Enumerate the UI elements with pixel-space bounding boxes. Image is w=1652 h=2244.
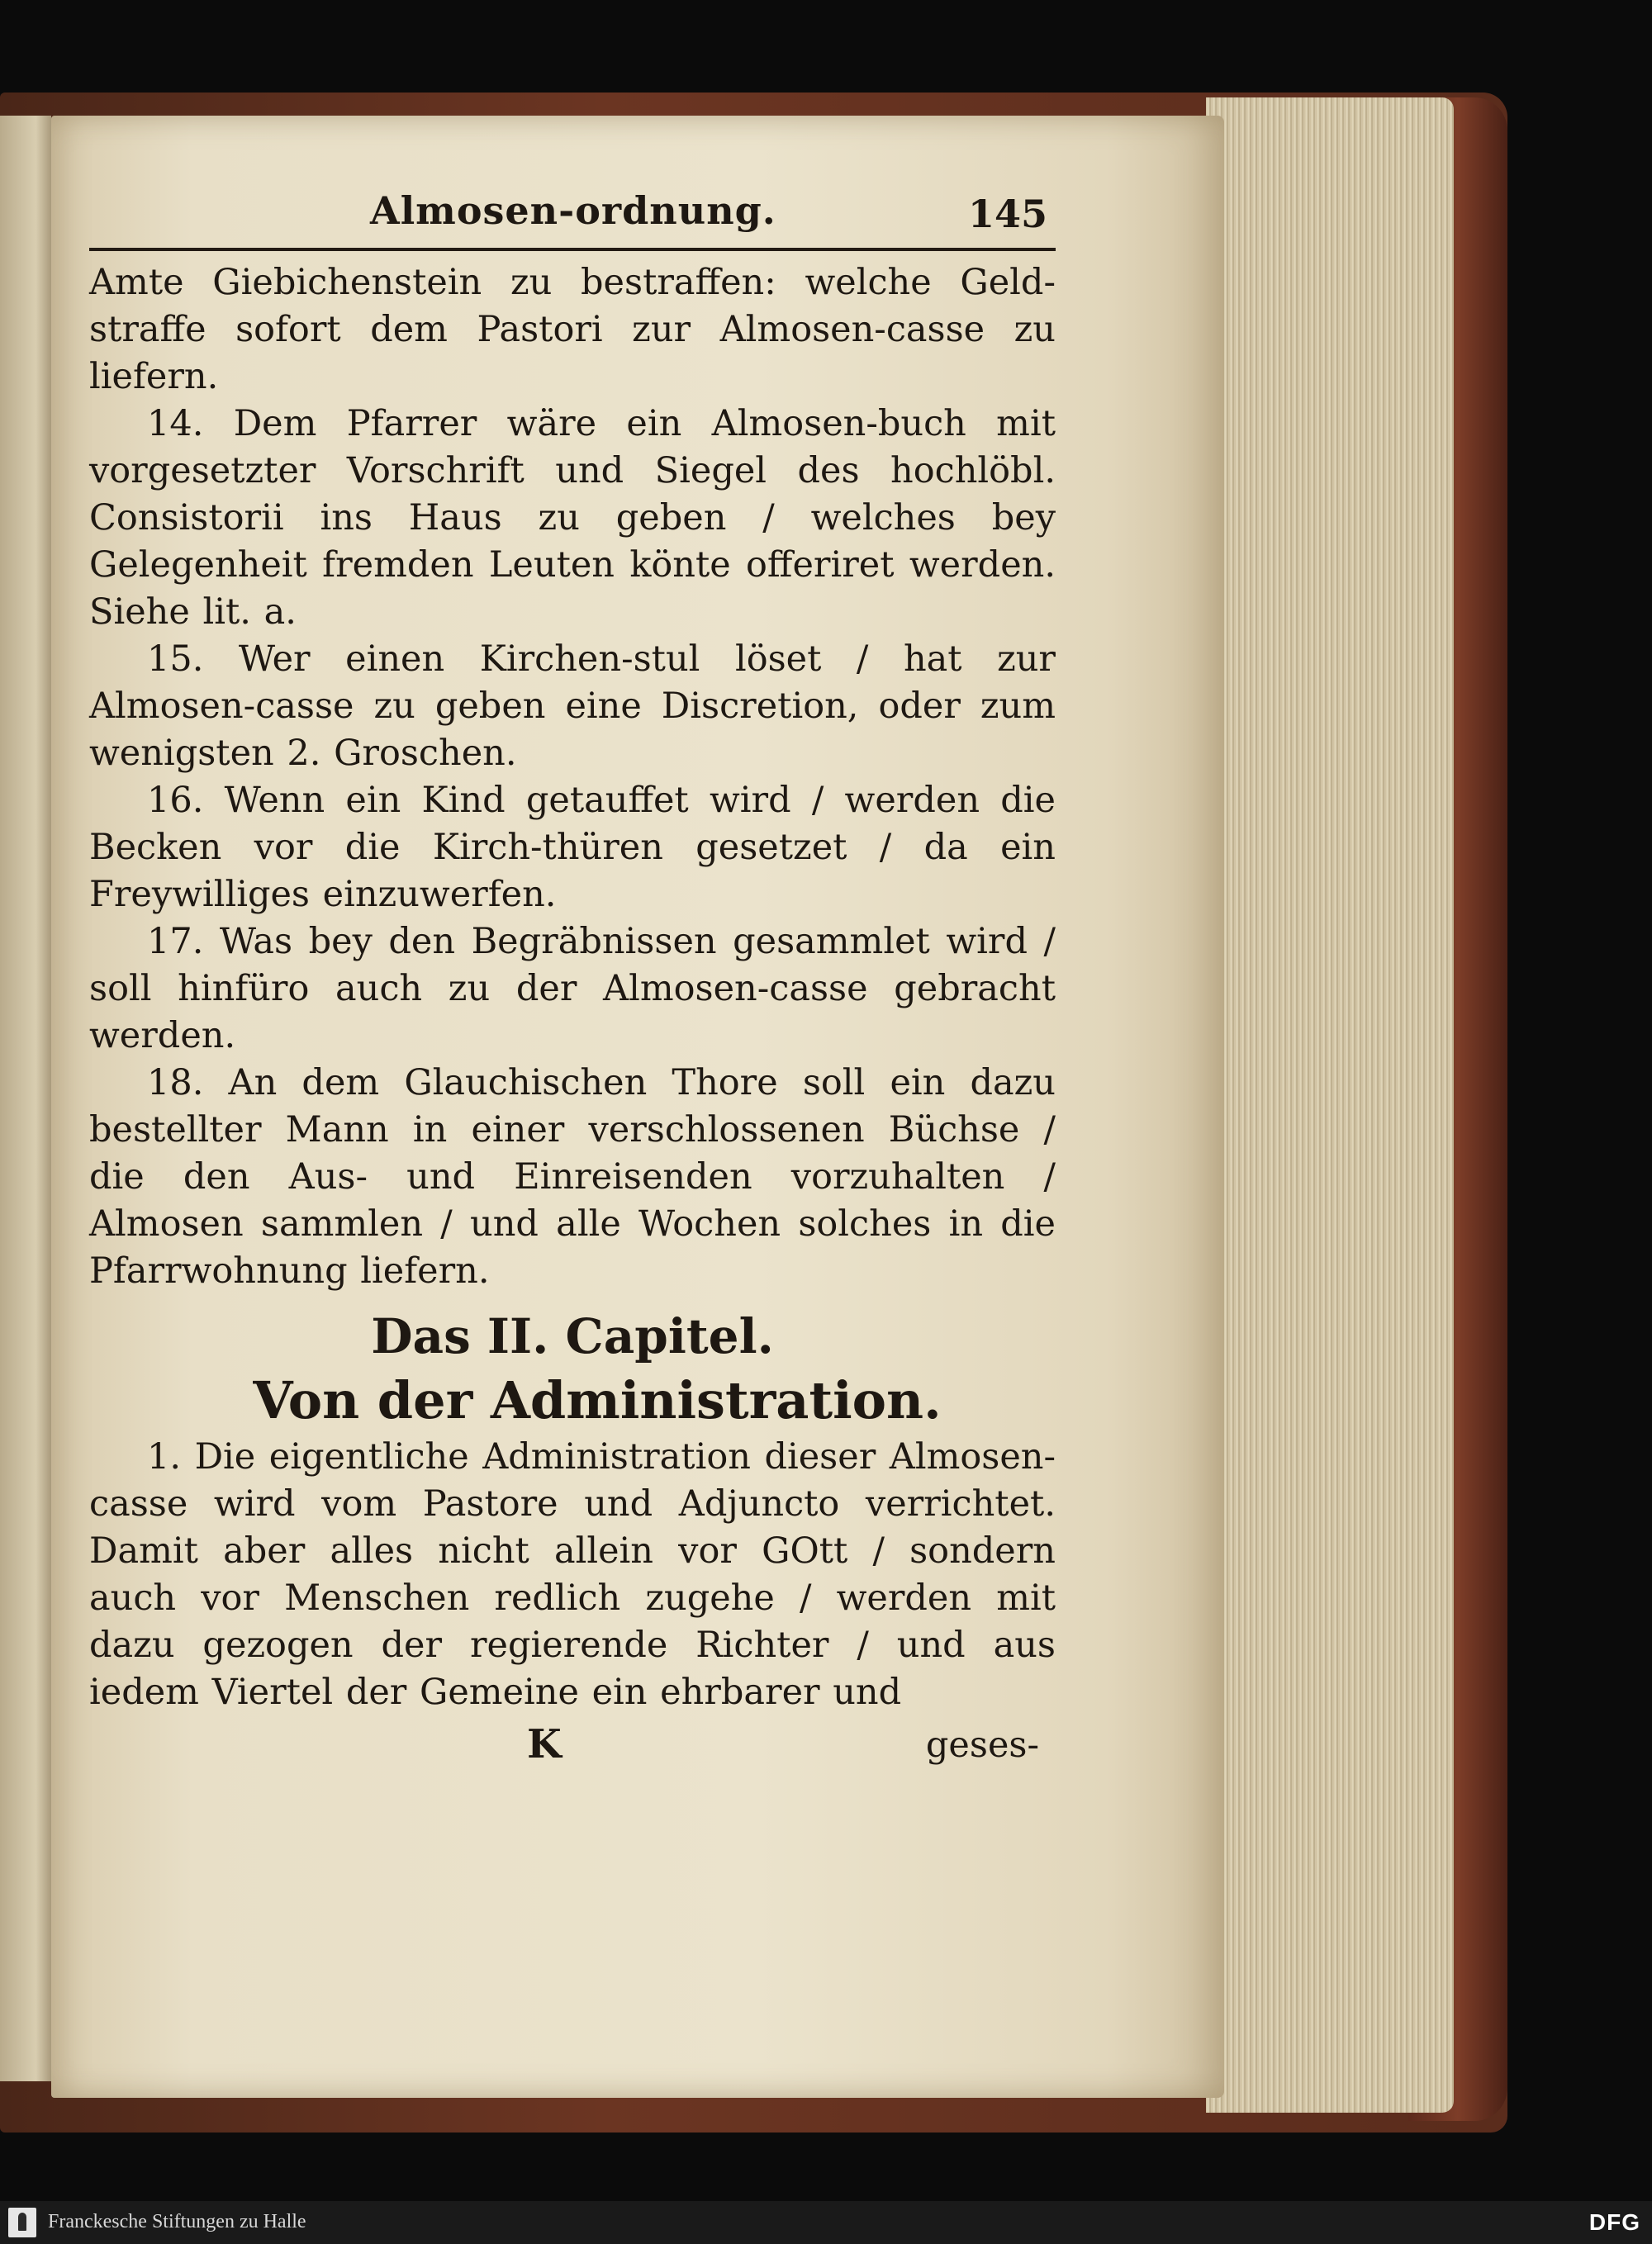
section-heading: Von der Administration. [253,1370,942,1430]
left-page-edge [0,116,51,2081]
page-header [89,188,1056,251]
institution-logo-icon [8,2208,36,2237]
paragraph-15: 15. Wer einen Kirchen-stul löset / hat zur Almosen-casse zu geben eine Discretion, oder zum wenigsten 2. Groschen. [89,638,1056,774]
running-title: Almosen-ordnung. [370,188,776,233]
page-number: 145 [967,192,1047,236]
paragraph-18: 18. An dem Glauchischen Thore soll ein dazu bestellter Mann in einer verschlossenen Büchse / die den Aus- und Einreisenden vorzuhalten / Almosen sammlen / und alle Wochen solches in die Pfarrwohnung liefern. [89,1062,1056,1292]
paragraph-1: 1. Die eigentliche Administration dieser Almosen-casse wird vom Pastore und Adjuncto verrichtet. Damit aber alles nicht allein vor GOtt / sondern auch vor Menschen redlich zugehe / werden mit dazu gezogen der regierende Richter / und aus iedem Viertel der Gemeine ein ehrbarer und [89,1436,1056,1713]
chapter-heading: Das II. Capitel. [371,1308,774,1364]
paragraph-14: 14. Dem Pfarrer wäre ein Almosen-buch mit vorgesetzter Vorschrift und Siegel des hochlöbl. Consistorii ins Haus zu geben / welches bey Gelegenheit fremden Leuten könte offeriret werden. Siehe lit. a. [89,403,1056,633]
paragraph-16: 16. Wenn ein Kind getauffet wird / werden die Becken vor die Kirch-thüren gesetzet / da ein Freywilliges einzuwerfen. [89,780,1056,915]
paragraph-continuation: Amte Giebichenstein zu bestraffen: welche Geld-straffe sofort dem Pastori zur Almosen-casse zu liefern. [89,262,1056,397]
dfg-logo: DFG [1588,2209,1640,2235]
catchword: geses- [925,1725,1039,1766]
footer-bar [0,2201,1652,2244]
institution-label: Franckesche Stiftungen zu Halle [48,2211,306,2232]
signature-mark: K [527,1721,562,1767]
paragraph-17: 17. Was bey den Begräbnissen gesammlet wird / soll hinfüro auch zu der Almosen-casse gebracht werden. [89,921,1056,1056]
page-edges [1206,97,1454,2113]
page-text [89,188,1056,1779]
page-foot [89,1721,1056,1779]
